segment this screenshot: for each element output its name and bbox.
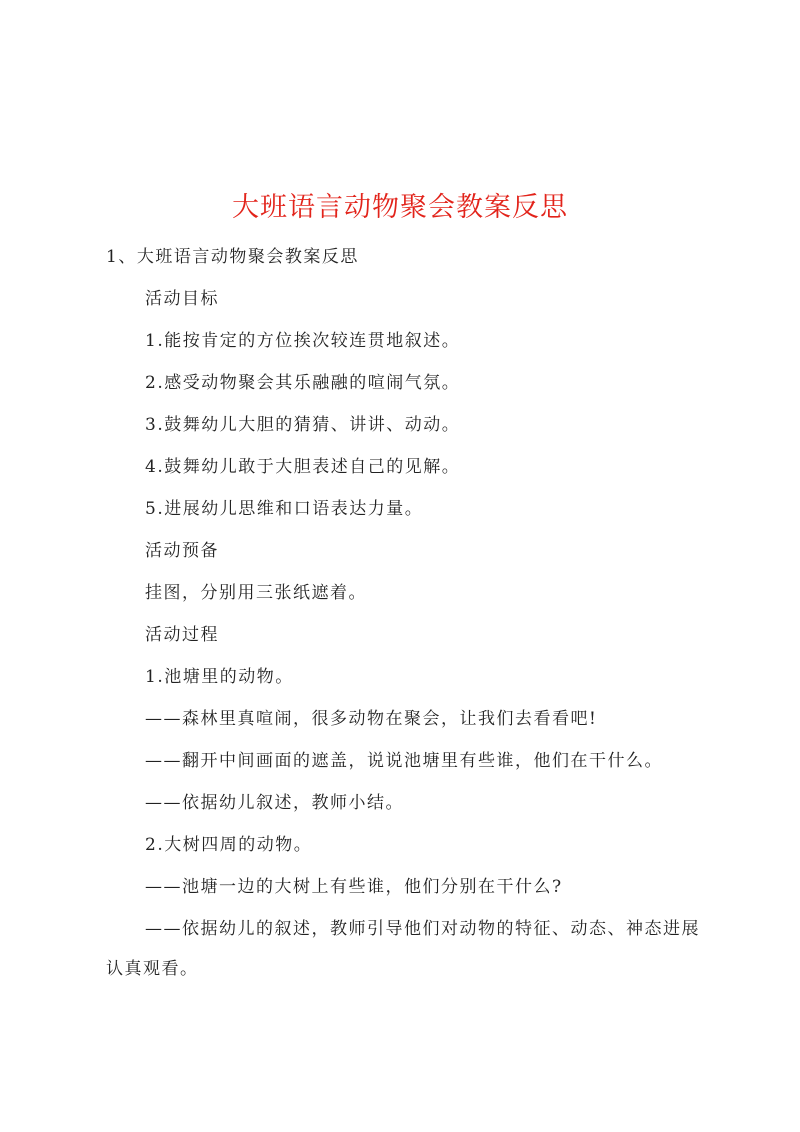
paragraph-line: 1.能按肯定的方位挨次较连贯地叙述。	[145, 331, 461, 351]
page-title: 大班语言动物聚会教案反思	[232, 192, 568, 224]
paragraph-line: ——翻开中间画面的遮盖，说说池塘里有些谁，他们在干什么。	[145, 751, 663, 771]
paragraph-line: 挂图，分别用三张纸遮着。	[145, 583, 367, 603]
paragraph-line: ——依据幼儿的叙述，教师引导他们对动物的特征、动态、神态进展	[145, 919, 700, 939]
section-heading: 1、大班语言动物聚会教案反思	[106, 247, 359, 267]
paragraph-line: ——森林里真喧闹，很多动物在聚会，让我们去看看吧!	[145, 709, 598, 729]
paragraph-line: 2.感受动物聚会其乐融融的喧闹气氛。	[145, 373, 461, 393]
paragraph-line: 3.鼓舞幼儿大胆的猜猜、讲讲、动动。	[145, 415, 461, 435]
paragraph-line-continuation: 认真观看。	[106, 959, 199, 979]
paragraph-line: 5.进展幼儿思维和口语表达力量。	[145, 499, 424, 519]
subheading-activity-process: 活动过程	[145, 625, 219, 645]
paragraph-line: ——依据幼儿叙述，教师小结。	[145, 793, 404, 813]
paragraph-line: 1.池塘里的动物。	[145, 667, 294, 687]
subheading-activity-prep: 活动预备	[145, 541, 219, 561]
subheading-activity-goals: 活动目标	[145, 289, 219, 309]
paragraph-line: 4.鼓舞幼儿敢于大胆表述自己的见解。	[145, 457, 461, 477]
paragraph-line: ——池塘一边的大树上有些谁，他们分别在干什么?	[145, 877, 563, 897]
paragraph-line: 2.大树四周的动物。	[145, 835, 313, 855]
